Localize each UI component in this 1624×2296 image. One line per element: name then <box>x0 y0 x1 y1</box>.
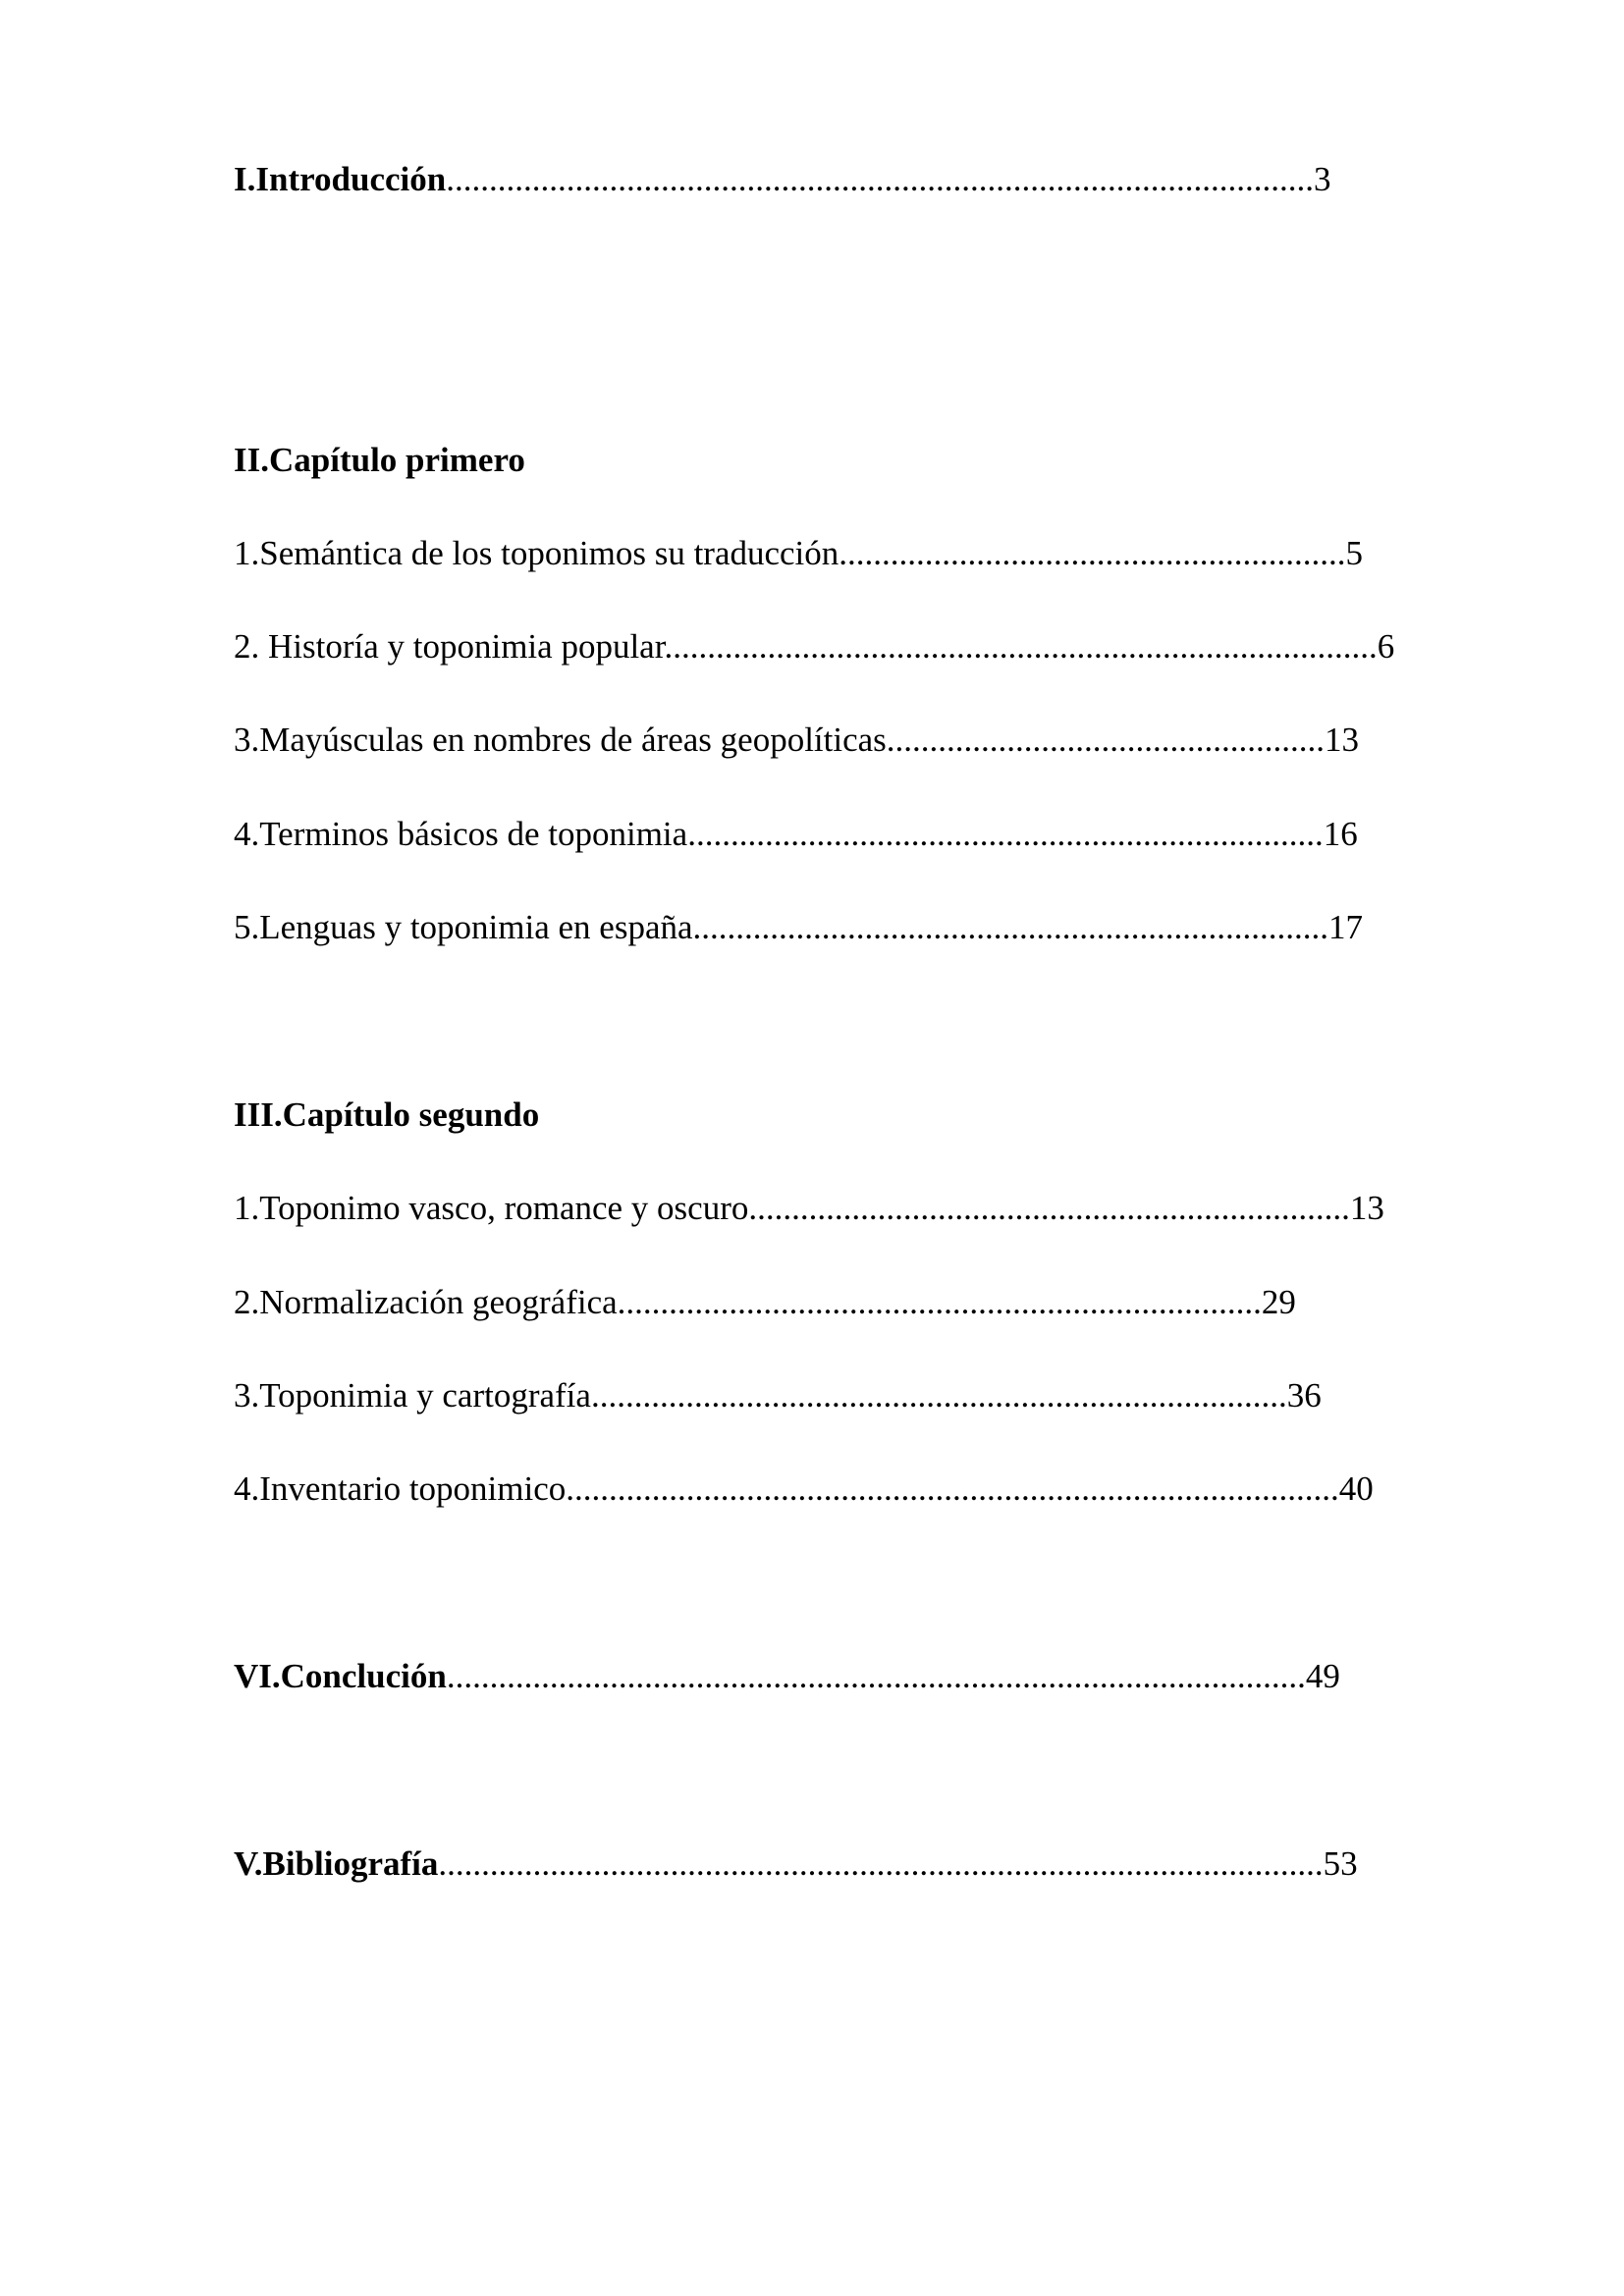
toc-leader-dots: ................................................... <box>886 721 1326 759</box>
toc-leader-dots: ..................................................................................................... <box>446 160 1314 198</box>
section-heading-capitulo-segundo: III.Capítulo segundo <box>234 1095 540 1134</box>
toc-leader-dots: .......................................................................... <box>687 815 1324 853</box>
toc-entry-title: 3.Toponimia y cartografía <box>234 1376 591 1415</box>
toc-leader-dots: ........................................................... <box>839 534 1346 572</box>
toc-entry <box>234 718 1359 763</box>
toc-page-number: 3 <box>1313 160 1331 198</box>
section-heading-capitulo-primero: II.Capítulo primero <box>234 441 525 479</box>
toc-entry-title: 1.Toponimo vasco, romance y oscuro <box>234 1189 749 1227</box>
toc-entry <box>234 905 1363 950</box>
toc-entry-title: VI.Conclución <box>234 1657 447 1695</box>
toc-entry-bibliografia <box>234 1842 1358 1887</box>
toc-entry <box>234 531 1363 576</box>
toc-entry-title: V.Bibliografía <box>234 1844 439 1883</box>
toc-entry-introduccion <box>234 157 1330 202</box>
toc-page-number: 13 <box>1349 1189 1384 1227</box>
toc-entry <box>234 1280 1296 1325</box>
toc-page-number: 17 <box>1328 908 1364 946</box>
toc-page-number: 6 <box>1377 627 1395 666</box>
toc-page-number: 29 <box>1261 1283 1296 1321</box>
toc-entry-title: 4.Inventario toponimico <box>234 1469 567 1508</box>
toc-leader-dots: .................................................................................................... <box>446 1657 1306 1695</box>
toc-page-number: 16 <box>1323 815 1358 853</box>
toc-page-number: 36 <box>1286 1376 1322 1415</box>
toc-page-number: 5 <box>1345 534 1364 572</box>
toc-entry <box>234 624 1394 669</box>
toc-leader-dots: ........................................................................... <box>617 1283 1262 1321</box>
toc-page-number: 53 <box>1323 1844 1358 1883</box>
toc-entry <box>234 812 1358 857</box>
toc-entry-title: 2.Normalización geográfica <box>234 1283 618 1321</box>
toc-leader-dots: ....................................................................................................... <box>438 1844 1324 1883</box>
toc-entry-title: I.Introducción <box>234 160 447 198</box>
toc-page-number: 49 <box>1305 1657 1340 1695</box>
toc-leader-dots: .......................................................................... <box>692 908 1329 946</box>
toc-entry <box>234 1467 1374 1512</box>
toc-entry-title: 2. Historía y toponimia popular <box>234 627 665 666</box>
toc-entry <box>234 1373 1322 1418</box>
toc-entry-title: 5.Lenguas y toponimia en españa <box>234 908 693 946</box>
toc-entry-conclusion <box>234 1654 1340 1699</box>
toc-entry <box>234 1186 1384 1231</box>
toc-leader-dots: .......................................................................................... <box>566 1469 1339 1508</box>
toc-page-number: 13 <box>1325 721 1360 759</box>
toc-entry-title: 3.Mayúsculas en nombres de áreas geopolíticas <box>234 721 887 759</box>
toc-entry-title: 1.Semántica de los toponimos su traducción <box>234 534 839 572</box>
toc-leader-dots: ................................................................................... <box>664 627 1378 666</box>
toc-leader-dots: ...................................................................... <box>748 1189 1350 1227</box>
toc-entry-title: 4.Terminos básicos de toponimia <box>234 815 688 853</box>
toc-leader-dots: ................................................................................. <box>590 1376 1287 1415</box>
toc-page-number: 40 <box>1338 1469 1374 1508</box>
